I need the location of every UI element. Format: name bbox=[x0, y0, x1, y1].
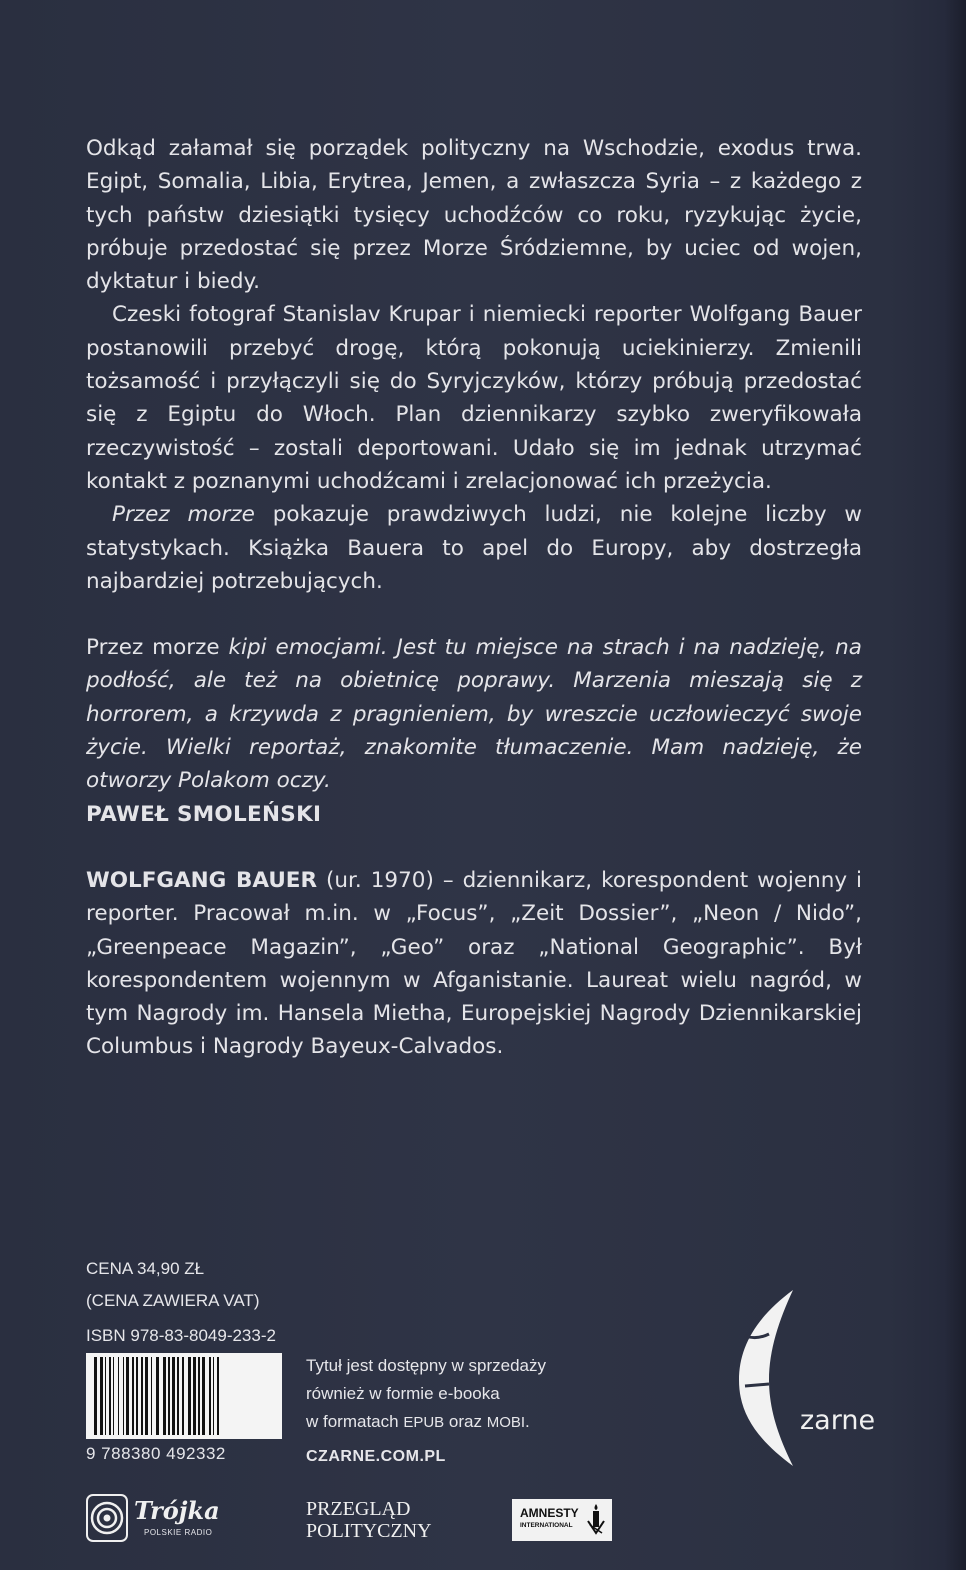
barcode-bar bbox=[172, 1357, 175, 1435]
barcode-bar bbox=[109, 1357, 111, 1435]
barcode-bar bbox=[123, 1357, 124, 1435]
barcode-bar bbox=[202, 1357, 205, 1435]
barcode-bar bbox=[188, 1357, 191, 1435]
ebook-line-3: w formatach EPUB oraz MOBI. bbox=[306, 1412, 530, 1431]
barcode-bars-icon bbox=[86, 1353, 282, 1439]
format-mobi: MOBI bbox=[486, 1414, 526, 1431]
barcode-bar bbox=[209, 1357, 211, 1435]
price-vat-note: (CENA ZAWIERA VAT) bbox=[86, 1291, 260, 1310]
quote-author: PAWEŁ SMOLEŃSKI bbox=[86, 801, 322, 827]
barcode-bar bbox=[132, 1357, 134, 1435]
book-title-italic: Przez morze bbox=[112, 502, 255, 528]
ebook-line-1: Tytuł jest dostępny w sprzedaży bbox=[306, 1356, 547, 1375]
barcode-bar bbox=[145, 1357, 148, 1435]
barcode-bar bbox=[100, 1357, 103, 1435]
blurb-paragraph-3 bbox=[86, 498, 862, 598]
barcode-bar bbox=[118, 1357, 119, 1435]
quote-book-title: Przez morze bbox=[86, 635, 220, 661]
barcode-bar bbox=[182, 1357, 184, 1435]
barcode-bar bbox=[193, 1357, 196, 1435]
barcode-digits: 9 788380 492332 bbox=[86, 1444, 226, 1463]
isbn-label: ISBN 978-83-8049-233-2 bbox=[86, 1326, 276, 1345]
publisher-website: CZARNE.COM.PL bbox=[306, 1448, 446, 1465]
barcode-bar bbox=[105, 1357, 106, 1435]
trojka-logo-subtitle: POLSKIE RADIO bbox=[144, 1528, 213, 1537]
barcode-bar bbox=[156, 1357, 159, 1435]
blurb-paragraph-2: Czeski fotograf Stanislav Krupar i niemiecki reporter Wolfgang Bauer postanowili przebyć drogę, którą pokonują uciekinierzy. Zmienili tożsamość i przyłączyli się do Syryjczyków, którzy próbują przedostać się z Egiptu do Włoch. Plan dziennikarzy szybko zweryfikowała rzeczywistość – zostali deportowani. Udało się im jednak utrzymać kontakt z poznanymi uchodźcami i zrelacjonować ich przeżycia. bbox=[86, 302, 862, 494]
barcode-bar bbox=[217, 1357, 219, 1435]
barcode-bar bbox=[126, 1357, 129, 1435]
price: CENA 34,90 ZŁ bbox=[86, 1259, 205, 1278]
author-bio-text: (ur. 1970) – dziennikarz, korespondent wojenny i reporter. Pracował m.in. w „Focus”, „Zeit Dossier”, „Neon / Nido”, „Greenpeace Magazin”, „Geo” oraz „National Geographic”. Był korespondentem wojennym w Afganistanie. Laureat wielu nagród, w tym Nagrody im. Hansela Mietha, Europejskiej Nagrody Dziennikarskiej Columbus i Nagrody Bayeux-Calvados. bbox=[86, 867, 863, 1060]
quote-text: kipi emocjami. Jest tu miejsce na strach i na nadzieję, na podłość, ale też na obietnicę poprawy. Marzenia mieszają się z horrorem, a krzywda z pragnieniem, by wreszcie uczłowieczyć swoje życie. Wielki reportaż, znakomite tłumaczenie. Mam nadzieję, że otworzy Polakom oczy. bbox=[86, 635, 862, 794]
trojka-logo-text: Trójka bbox=[134, 1496, 220, 1525]
amnesty-logo: AMNESTY INTERNATIONAL bbox=[512, 1499, 612, 1541]
barcode-bar bbox=[141, 1357, 143, 1435]
przeglad-polityczny-logo: PRZEGLĄD POLITYCZNY bbox=[306, 1498, 432, 1542]
barcode-bar bbox=[213, 1357, 214, 1435]
ebook-note bbox=[306, 1352, 546, 1437]
barcode-bar bbox=[94, 1357, 97, 1435]
author-name: WOLFGANG BAUER bbox=[86, 867, 318, 893]
format-epub: EPUB bbox=[403, 1414, 445, 1431]
czarne-logo-icon bbox=[735, 1288, 805, 1468]
author-bio bbox=[86, 864, 862, 1064]
price-block bbox=[86, 1253, 259, 1317]
review-quote bbox=[86, 631, 862, 797]
candle-icon bbox=[586, 1503, 606, 1537]
barcode-bar bbox=[168, 1357, 170, 1435]
barcode bbox=[86, 1353, 282, 1439]
barcode-bar bbox=[177, 1357, 179, 1435]
blurb-paragraph-1: Odkąd załamał się porządek polityczny na Wschodzie, exodus trwa. Egipt, Somalia, Libia, Erytrea, Jemen, a zwłaszcza Syria – z każdego z tych państw dziesiątki tysięcy uchodźców co roku, ryzykując życie, próbuje przedostać się przez Morze Śródziemne, by uciec od wojen, dyktatur i biedy. bbox=[86, 136, 862, 295]
barcode-bar bbox=[113, 1357, 114, 1435]
barcode-bar bbox=[136, 1357, 138, 1435]
ebook-line-2: również w formie e-booka bbox=[306, 1384, 500, 1403]
blurb-paragraph-3-text: pokazuje prawdziwych ludzi, nie kolejne liczby w statystykach. Książka Bauera to apel do Europy, aby dostrzegła najbardziej potrzebujących. bbox=[86, 502, 863, 594]
czarne-logo-text: zarne bbox=[800, 1405, 876, 1436]
barcode-bar bbox=[151, 1357, 152, 1435]
spine-shadow bbox=[944, 0, 966, 1570]
back-cover-text bbox=[86, 132, 862, 1064]
barcode-bar bbox=[198, 1357, 200, 1435]
barcode-bar bbox=[163, 1357, 166, 1435]
